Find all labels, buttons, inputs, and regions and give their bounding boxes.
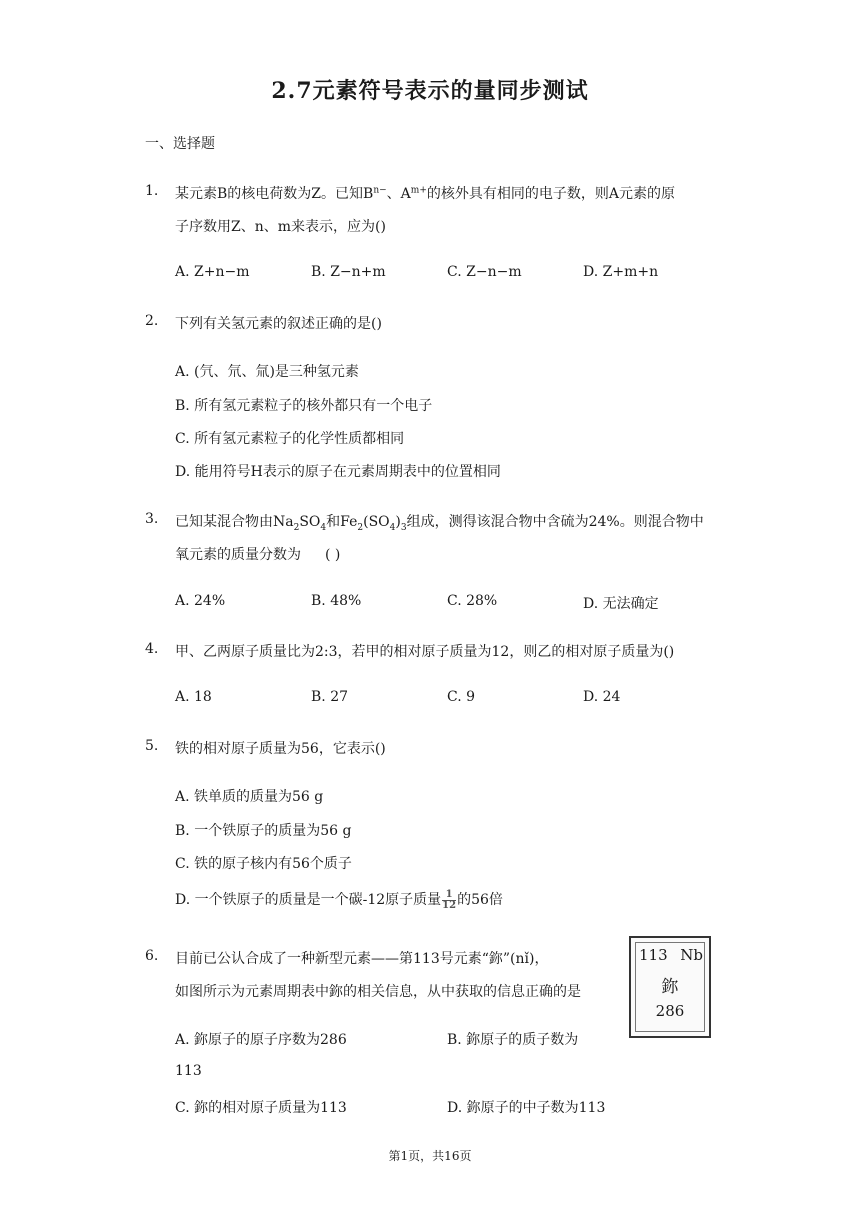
question-1-option-c[interactable]: C. Z−n−m bbox=[447, 264, 522, 280]
question-5-line-1: 铁的相对原子质量为56，它表示() bbox=[175, 741, 386, 757]
question-1-line-2: 子序数用Z、n、m来表示，应为() bbox=[175, 219, 386, 235]
question-3-number: 3. bbox=[145, 511, 159, 527]
question-4-line-1: 甲、乙两原子质量比为2:3，若甲的相对原子质量为12，则乙的相对原子质量为() bbox=[175, 644, 675, 660]
question-1-option-d[interactable]: D. Z+m+n bbox=[583, 264, 659, 280]
question-1-line-1: 某元素B的核电荷数为Z。已知$B^{n-}$、$A^{m+}$的核外具有相同的电子数，则A元素的原 bbox=[175, 185, 675, 202]
question-4-option-c[interactable]: C. 9 bbox=[447, 689, 476, 705]
question-3-option-d[interactable]: D. 无法确定 bbox=[583, 596, 659, 612]
question-6-option-d[interactable]: D. 鉨原子的中子数为113 bbox=[447, 1100, 606, 1116]
question-3-option-b[interactable]: B. 48% bbox=[311, 593, 362, 609]
element-mass: 286 bbox=[655, 1002, 685, 1020]
question-5-number: 5. bbox=[145, 738, 159, 754]
question-5-option-b[interactable]: B. 一个铁原子的质量为56 g bbox=[175, 823, 352, 839]
question-5-option-c[interactable]: C. 铁的原子核内有56个质子 bbox=[175, 856, 352, 872]
question-4-option-a[interactable]: A. 18 bbox=[175, 689, 212, 705]
question-2-option-d[interactable]: D. 能用符号H表示的原子在元素周期表中的位置相同 bbox=[175, 464, 501, 480]
element-atomic-number: 113 bbox=[639, 946, 668, 964]
question-3-option-a[interactable]: A. 24% bbox=[175, 593, 226, 609]
element-name: 鉨 bbox=[661, 977, 679, 997]
question-4-number: 4. bbox=[145, 641, 159, 657]
question-6-option-c[interactable]: C. 鉨的相对原子质量为113 bbox=[175, 1100, 347, 1116]
page-title: 2.7元素符号表示的量同步测试 bbox=[271, 78, 589, 104]
fraction-one-twelfth: $\frac{1}{12}$ bbox=[442, 888, 457, 911]
question-2-number: 2. bbox=[145, 313, 159, 329]
question-2-option-a[interactable]: A. (氕、氘、氚)是三种氢元素 bbox=[175, 364, 359, 380]
element-symbol: Nb bbox=[680, 946, 703, 964]
question-4-option-b[interactable]: B. 27 bbox=[311, 689, 349, 705]
question-1-option-b[interactable]: B. Z−n+m bbox=[311, 264, 386, 280]
question-3-line-1: 已知某混合物由$Na_2SO_4$和$Fe_2(SO_4)_3$组成，测得该混合物中含硫为24%。则混合物中 bbox=[175, 514, 704, 533]
question-6-option-b-wrap: 113 bbox=[175, 1063, 202, 1079]
question-1-number: 1. bbox=[145, 183, 159, 199]
element-tile-image bbox=[629, 936, 711, 1038]
question-6-number: 6. bbox=[145, 948, 159, 964]
question-6-line-1: 目前已公认合成了一种新型元素——第113号元素“鉨”(nǐ)， bbox=[175, 951, 549, 967]
question-5-option-a[interactable]: A. 铁单质的质量为56 g bbox=[175, 789, 324, 805]
question-6-option-a[interactable]: A. 鉨原子的原子序数为286 bbox=[175, 1032, 347, 1048]
question-2-option-b[interactable]: B. 所有氢元素粒子的核外都只有一个电子 bbox=[175, 398, 433, 414]
question-6-option-b[interactable]: B. 鉨原子的质子数为 bbox=[447, 1032, 579, 1048]
question-3-line-2: 氧元素的质量分数为 ( ) bbox=[175, 547, 341, 563]
page-footer: 第1页，共16页 bbox=[388, 1149, 472, 1163]
question-1-option-a[interactable]: A. Z+n−m bbox=[175, 264, 250, 280]
question-4-option-d[interactable]: D. 24 bbox=[583, 689, 621, 705]
question-2-line-1: 下列有关氢元素的叙述正确的是() bbox=[175, 316, 382, 332]
section-heading: 一、选择题 bbox=[145, 136, 215, 152]
question-2-option-c[interactable]: C. 所有氢元素粒子的化学性质都相同 bbox=[175, 431, 405, 447]
answer-blank: ( ) bbox=[325, 547, 341, 563]
question-3-option-c[interactable]: C. 28% bbox=[447, 593, 498, 609]
question-5-option-d[interactable]: D. 一个铁原子的质量是一个碳-12原子质量 $\frac{1}{12}$ 的56倍 bbox=[175, 888, 503, 911]
question-6-line-2: 如图所示为元素周期表中鉨的相关信息，从中获取的信息正确的是 bbox=[175, 984, 581, 1000]
